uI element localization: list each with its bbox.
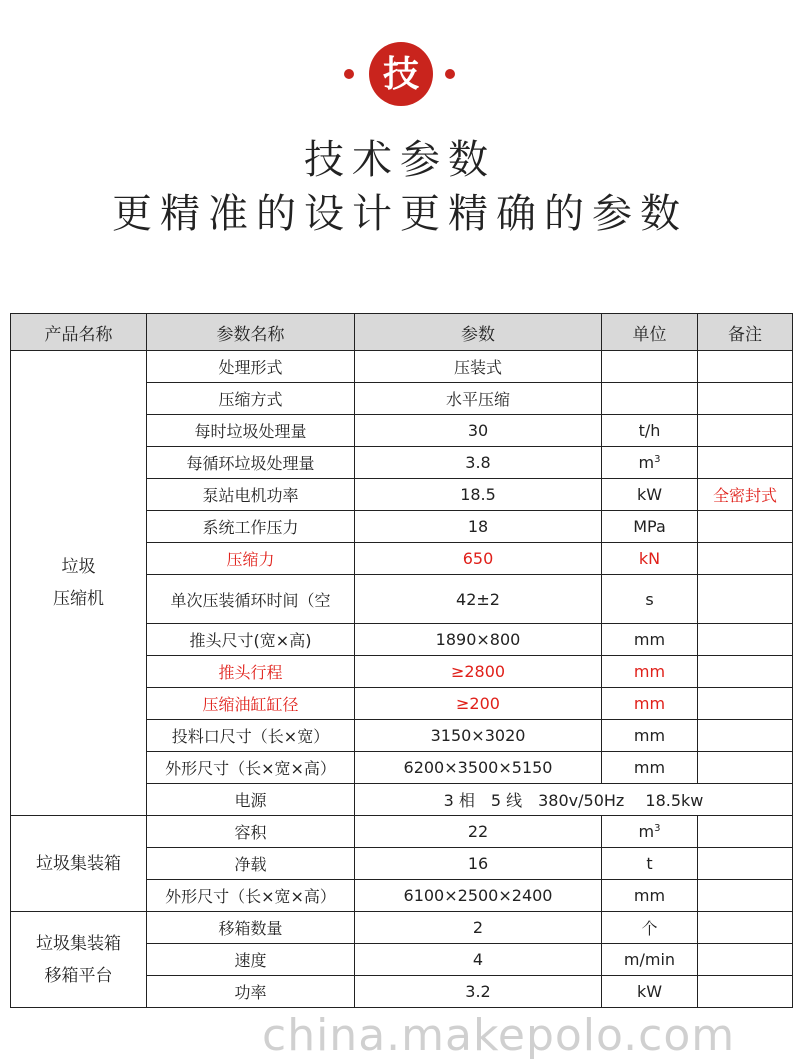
param-note <box>698 752 793 784</box>
param-note <box>698 543 793 575</box>
param-value: 水平压缩 <box>355 383 602 415</box>
param-name: 处理形式 <box>147 351 355 383</box>
param-value: ≥2800 <box>355 656 602 688</box>
right-dot-icon <box>445 69 455 79</box>
param-unit: 个 <box>602 912 698 944</box>
param-name: 外形尺寸（长×宽×高） <box>147 752 355 784</box>
param-value: ≥200 <box>355 688 602 720</box>
param-name: 泵站电机功率 <box>147 479 355 511</box>
param-note <box>698 383 793 415</box>
param-note <box>698 351 793 383</box>
param-unit: mm <box>602 624 698 656</box>
watermark: china.makepolo.com <box>262 1010 736 1061</box>
param-name: 移箱数量 <box>147 912 355 944</box>
param-unit: mm <box>602 656 698 688</box>
param-name: 推头行程 <box>147 656 355 688</box>
group-name-line2: 压缩机 <box>53 589 104 609</box>
param-value: 22 <box>355 816 602 848</box>
param-name: 功率 <box>147 976 355 1008</box>
param-unit <box>602 351 698 383</box>
param-note <box>698 848 793 880</box>
param-value: 压装式 <box>355 351 602 383</box>
group-container <box>11 816 147 912</box>
param-value: 3.2 <box>355 976 602 1008</box>
param-name: 压缩油缸缸径 <box>147 688 355 720</box>
param-note <box>698 720 793 752</box>
param-name: 压缩方式 <box>147 383 355 415</box>
table-header-row <box>11 314 793 351</box>
table-row <box>11 351 793 383</box>
header-param-value: 参数 <box>355 314 602 351</box>
param-unit: mm <box>602 880 698 912</box>
table-row <box>11 912 793 944</box>
param-value: 18 <box>355 511 602 543</box>
param-unit: kW <box>602 479 698 511</box>
param-name: 每循环垃圾处理量 <box>147 447 355 479</box>
param-note <box>698 976 793 1008</box>
param-value: 1890×800 <box>355 624 602 656</box>
tech-badge-icon: 技 <box>369 42 433 106</box>
param-value: 2 <box>355 912 602 944</box>
param-value: 3.8 <box>355 447 602 479</box>
param-value: 4 <box>355 944 602 976</box>
header-unit: 单位 <box>602 314 698 351</box>
param-name: 速度 <box>147 944 355 976</box>
unit-superscript: 3 <box>654 454 661 465</box>
param-unit <box>602 383 698 415</box>
param-note <box>698 688 793 720</box>
group-name-line2: 移箱平台 <box>44 965 113 986</box>
section-badge <box>0 42 800 106</box>
param-unit: mm <box>602 688 698 720</box>
param-note <box>698 880 793 912</box>
left-dot-icon <box>344 69 354 79</box>
table-row <box>11 816 793 848</box>
param-name: 压缩力 <box>147 543 355 575</box>
param-name: 每时垃圾处理量 <box>147 415 355 447</box>
param-note <box>698 575 793 624</box>
param-unit <box>602 816 698 848</box>
param-name: 电源 <box>147 784 355 816</box>
param-value: 6200×3500×5150 <box>355 752 602 784</box>
param-unit: MPa <box>602 511 698 543</box>
group-platform <box>11 912 147 1008</box>
unit-base: m <box>638 453 655 472</box>
header-param-name: 参数名称 <box>147 314 355 351</box>
group-name-line1: 垃圾集装箱 <box>36 853 121 874</box>
param-value: 18.5 <box>355 479 602 511</box>
unit-base: m <box>638 822 655 841</box>
param-value: 3150×3020 <box>355 720 602 752</box>
group-compressor <box>11 351 147 816</box>
unit-superscript: 3 <box>654 823 661 834</box>
group-name-line1: 垃圾集装箱 <box>36 933 121 954</box>
param-unit: t/h <box>602 415 698 447</box>
param-name: 容积 <box>147 816 355 848</box>
param-note <box>698 656 793 688</box>
group-name-line1: 垃圾 <box>61 557 96 577</box>
param-note <box>698 624 793 656</box>
param-value: 16 <box>355 848 602 880</box>
param-unit: kN <box>602 543 698 575</box>
param-name: 外形尺寸（长×宽×高） <box>147 880 355 912</box>
header-product-name: 产品名称 <box>11 314 147 351</box>
param-note <box>698 415 793 447</box>
param-value: 30 <box>355 415 602 447</box>
param-unit: t <box>602 848 698 880</box>
param-value: 6100×2500×2400 <box>355 880 602 912</box>
param-unit: mm <box>602 752 698 784</box>
page-title: 技术参数 <box>304 137 496 183</box>
param-unit <box>602 447 698 479</box>
param-name: 系统工作压力 <box>147 511 355 543</box>
param-value: 42±2 <box>355 575 602 624</box>
param-note <box>698 447 793 479</box>
param-note <box>698 944 793 976</box>
param-note: 全密封式 <box>698 479 793 511</box>
param-unit: s <box>602 575 698 624</box>
param-name: 单次压装循环时间（空 <box>147 575 355 624</box>
param-note <box>698 511 793 543</box>
param-unit: m/min <box>602 944 698 976</box>
param-note <box>698 816 793 848</box>
param-unit: mm <box>602 720 698 752</box>
param-name: 投料口尺寸（长×宽） <box>147 720 355 752</box>
param-name: 净载 <box>147 848 355 880</box>
param-unit: kW <box>602 976 698 1008</box>
power-supply-value: 3 相 5 线 380v/50Hz 18.5kw <box>355 784 793 816</box>
param-value: 650 <box>355 543 602 575</box>
param-note <box>698 912 793 944</box>
page-subtitle: 更精准的设计更精确的参数 <box>112 191 688 237</box>
header-note: 备注 <box>698 314 793 351</box>
param-name: 推头尺寸(宽×高) <box>147 624 355 656</box>
spec-table <box>10 313 793 1008</box>
